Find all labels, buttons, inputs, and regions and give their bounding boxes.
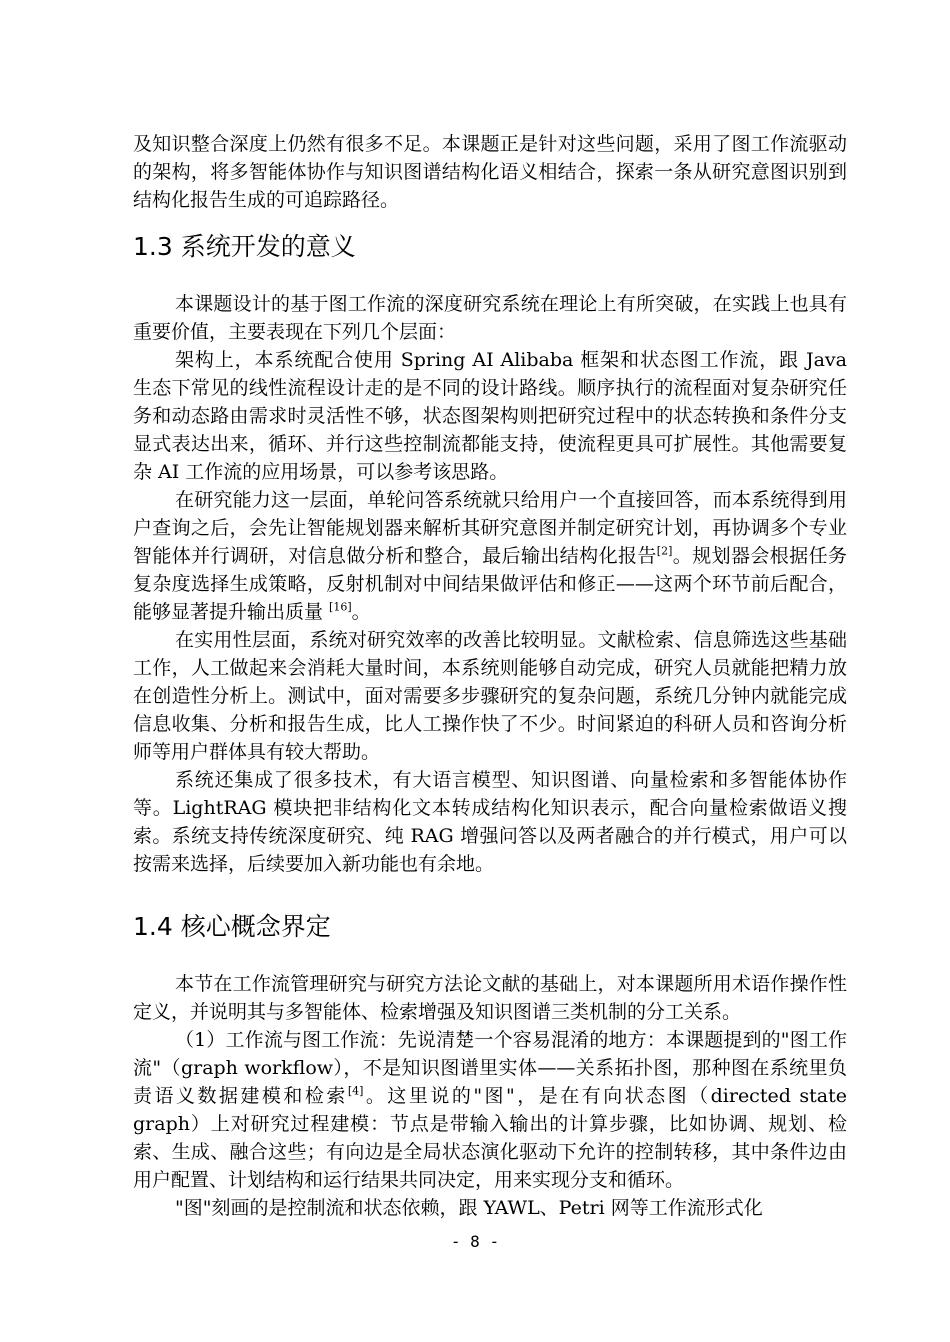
paragraph-text: 。这里说的"图"，是在有向状态图（directed state graph）上对研究过程建模：节点是带输入输出的计算步骤，比如协调、规划、检索、生成、融合这些；有向边是全局状态演化驱动下允许的控制转移，其中条件边由用户配置、计划结构和运行结果共同决定，用来实现分支和循环。 bbox=[133, 1085, 847, 1191]
section-1-4-title: 1.4 核心概念界定 bbox=[133, 912, 331, 941]
section-1-3-paragraph-1: 本课题设计的基于图工作流的深度研究系统在理论上有所突破，在实践上也具有重要价值，主要表现在下列几个层面： bbox=[133, 293, 847, 343]
section-1-3-paragraph-2: 架构上，本系统配合使用 Spring AI Alibaba 框架和状态图工作流，跟 Java 生态下常见的线性流程设计走的是不同的设计路线。顺序执行的流程面对复杂研究任务和动态路由需求时灵活性不够，状态图架构则把研究过程中的状态转换和条件分支显式表达出来，循环、并行这些控制流都能支持，使流程更具可扩展性。其他需要复杂 AI 工作流的应用场景，可以参考该思路。 bbox=[133, 349, 847, 483]
citation-ref: [2] bbox=[656, 544, 673, 558]
intro-paragraph: 及知识整合深度上仍然有很多不足。本课题正是针对这些问题，采用了图工作流驱动的架构，将多智能体协作与知识图谱结构化语义相结合，探索一条从研究意图识别到结构化报告生成的可追踪路径。 bbox=[133, 133, 847, 211]
section-1-3-title: 1.3 系统开发的意义 bbox=[133, 232, 356, 261]
section-1-3-paragraph-5: 系统还集成了很多技术，有大语言模型、知识图谱、向量检索和多智能体协作等。LightRAG 模块把非结构化文本转成结构化知识表示，配合向量检索做语义搜索。系统支持传统深度研究、纯 RAG 增强问答以及两者融合的并行模式，用户可以按需来选择，后续要加入新功能也有余地。 bbox=[133, 769, 847, 875]
paragraph-text: 。规划器会根据任务复杂度选择生成策略，反射机制对中间结果做评估和修正——这两个环节前后配合，能够显著提升输出质量 bbox=[133, 545, 847, 623]
paragraph-text: 在研究能力这一层面，单轮问答系统就只给用户一个直接回答，而本系统得到用户查询之后，会先让智能规划器来解析其研究意图并制定研究计划，再协调多个专业智能体并行调研，对信息做分析和整合，最后输出结构化报告 bbox=[133, 489, 847, 567]
paragraph-text: 。 bbox=[351, 601, 371, 623]
citation-ref: [4] bbox=[347, 1084, 364, 1098]
section-1-3-paragraph-4: 在实用性层面，系统对研究效率的改善比较明显。文献检索、信息筛选这些基础工作，人工做起来会消耗大量时间，本系统则能够自动完成，研究人员就能把精力放在创造性分析上。测试中，面对需要多步骤研究的复杂问题，系统几分钟内就能完成信息收集、分析和报告生成，比人工操作快了不少。时间紧迫的科研人员和咨询分析师等用户群体具有较大帮助。 bbox=[133, 629, 847, 763]
citation-ref: [16] bbox=[329, 600, 352, 614]
page-number: - 8 - bbox=[450, 1232, 500, 1251]
paragraph-text: （1）工作流与图工作流：先说清楚一个容易混淆的地方：本课题提到的"图工作流"（graph workflow），不是知识图谱里实体——关系拓扑图，那种图在系统里负责语义数据建模和检索 bbox=[133, 1029, 847, 1107]
section-1-4-paragraph-1: 本节在工作流管理研究与研究方法论文献的基础上，对本课题所用术语作操作性定义，并说明其与多智能体、检索增强及知识图谱三类机制的分工关系。 bbox=[133, 973, 847, 1023]
page-body bbox=[133, 130, 847, 1222]
section-1-4-paragraph-2 bbox=[133, 1026, 847, 1194]
section-1-4-paragraph-3: "图"刻画的是控制流和状态依赖，跟 YAWL、Petri 网等工作流形式化 bbox=[175, 1197, 763, 1219]
section-1-3-paragraph-3 bbox=[133, 486, 847, 626]
